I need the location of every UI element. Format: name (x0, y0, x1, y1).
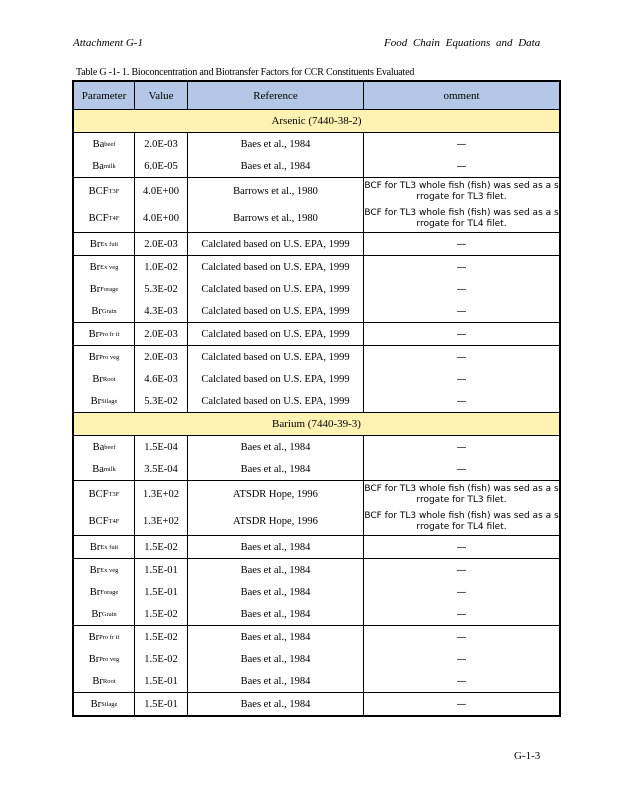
parameter-cell (74, 536, 135, 558)
row-group (74, 436, 559, 481)
value-cell: 1.5E-01 (135, 670, 188, 692)
comment-text: — (456, 541, 467, 553)
parameter-symbol: Ba (92, 463, 104, 475)
reference-cell: Baes et al., 1984 (188, 648, 364, 670)
parameter-subscript: Silage (101, 700, 118, 708)
comment-cell (364, 390, 559, 412)
comment-text: — (456, 160, 467, 172)
parameter-symbol: Br (91, 608, 102, 620)
parameter-subscript: Forage (100, 285, 119, 293)
table-row (74, 670, 559, 692)
value-cell: 1.5E-02 (135, 536, 188, 558)
value-cell: 2.0E-03 (135, 133, 188, 155)
comment-text: — (456, 586, 467, 598)
parameter-symbol: Br (92, 373, 103, 385)
parameter-subscript: beef (104, 443, 116, 451)
parameter-symbol: Br (88, 653, 100, 665)
comment-cell (364, 536, 559, 558)
comment-cell (364, 603, 559, 625)
comment-text: — (456, 698, 467, 710)
parameter-subscript: milk (103, 162, 116, 170)
parameter-symbol: Br (88, 631, 100, 643)
comment-text: — (456, 351, 467, 363)
comment-cell (364, 278, 559, 300)
factors-table (72, 80, 561, 717)
reference-cell: Calclated based on U.S. EPA, 1999 (188, 390, 364, 412)
comment-cell (364, 178, 559, 205)
value-cell: 1.0E-02 (135, 256, 188, 278)
reference-cell: Calclated based on U.S. EPA, 1999 (188, 346, 364, 368)
table-row (74, 481, 559, 508)
comment-text: BCF for TL3 whole fish (fish) was sed as a s rrogate for TL4 filet. (364, 510, 559, 532)
comment-text: — (456, 328, 467, 340)
comment-cell (364, 559, 559, 581)
table-caption: Table G -1- 1. Bioconcentration and Biotransfer Factors for CCR Constituents Evaluated (76, 67, 415, 78)
parameter-symbol: Br (91, 305, 102, 317)
parameter-subscript: T4F (108, 215, 120, 222)
comment-text: — (456, 653, 467, 665)
table-row (74, 559, 559, 581)
reference-cell: Calclated based on U.S. EPA, 1999 (188, 256, 364, 278)
comment-cell (364, 670, 559, 692)
parameter-cell (74, 346, 135, 368)
comment-text: — (456, 631, 467, 643)
value-cell: 4.0E+00 (135, 205, 188, 232)
page-number: G-1-3 (514, 750, 541, 762)
comment-cell (364, 508, 559, 535)
table-row (74, 603, 559, 625)
table-row (74, 458, 559, 480)
column-header-reference: Reference (188, 82, 364, 109)
parameter-subscript: Grain (101, 610, 117, 618)
comment-text: — (456, 441, 467, 453)
row-group (74, 256, 559, 323)
comment-text: — (456, 138, 467, 150)
reference-cell: Baes et al., 1984 (188, 559, 364, 581)
table-row (74, 436, 559, 458)
parameter-subscript: Pro veg (99, 353, 120, 361)
parameter-symbol: Ba (92, 441, 105, 453)
parameter-symbol: Br (92, 675, 103, 687)
parameter-subscript: Ex veg (100, 263, 119, 271)
parameter-subscript: Ex fuit (100, 240, 119, 248)
column-header-parameter: Parameter (74, 82, 135, 109)
comment-text: BCF for TL3 whole fish (fish) was sed as a s rrogate for TL3 filet. (364, 483, 559, 505)
value-cell: 6.0E-05 (135, 155, 188, 177)
table-row (74, 323, 559, 345)
comment-text: — (456, 675, 467, 687)
parameter-cell (74, 559, 135, 581)
value-cell: 5.3E-02 (135, 390, 188, 412)
table-header-row (74, 82, 559, 110)
parameter-symbol: Br (89, 283, 101, 295)
comment-text: — (456, 463, 467, 475)
parameter-cell (74, 300, 135, 322)
reference-cell: Baes et al., 1984 (188, 626, 364, 648)
parameter-subscript: T4F (108, 518, 120, 525)
parameter-cell (74, 603, 135, 625)
row-group (74, 323, 559, 346)
reference-cell: Baes et al., 1984 (188, 133, 364, 155)
comment-text: — (456, 238, 467, 250)
parameter-subscript: Root (102, 677, 116, 685)
parameter-cell (74, 278, 135, 300)
parameter-symbol: BCF (88, 213, 109, 224)
table-row (74, 205, 559, 232)
table-row (74, 346, 559, 368)
parameter-cell (74, 323, 135, 345)
comment-cell (364, 626, 559, 648)
comment-cell (364, 205, 559, 232)
comment-cell (364, 648, 559, 670)
row-group (74, 559, 559, 626)
value-cell: 3.5E-04 (135, 458, 188, 480)
reference-cell: Baes et al., 1984 (188, 436, 364, 458)
parameter-cell (74, 256, 135, 278)
reference-cell: Calclated based on U.S. EPA, 1999 (188, 323, 364, 345)
comment-cell (364, 155, 559, 177)
row-group (74, 133, 559, 178)
table-row (74, 155, 559, 177)
header-attachment: Attachment G-1 (73, 37, 143, 49)
reference-cell: Baes et al., 1984 (188, 536, 364, 558)
row-group (74, 178, 559, 233)
comment-cell (364, 346, 559, 368)
comment-cell (364, 256, 559, 278)
parameter-subscript: Pro fr it (99, 633, 120, 641)
parameter-subscript: milk (103, 465, 116, 473)
parameter-symbol: Br (88, 328, 100, 340)
comment-cell (364, 481, 559, 508)
column-header-comment: omment (443, 89, 480, 102)
value-cell: 4.0E+00 (135, 178, 188, 205)
comment-text: — (456, 283, 467, 295)
reference-cell: ATSDR Hope, 1996 (188, 481, 364, 508)
value-cell: 2.0E-03 (135, 233, 188, 255)
comment-cell (364, 693, 559, 715)
parameter-cell (74, 155, 135, 177)
table-row (74, 178, 559, 205)
reference-cell: Baes et al., 1984 (188, 458, 364, 480)
parameter-symbol: Br (89, 261, 101, 273)
parameter-cell (74, 368, 135, 390)
value-cell: 4.3E-03 (135, 300, 188, 322)
reference-cell: Baes et al., 1984 (188, 693, 364, 715)
reference-cell: Baes et al., 1984 (188, 603, 364, 625)
table-row (74, 648, 559, 670)
row-group (74, 233, 559, 256)
value-cell: 1.5E-02 (135, 603, 188, 625)
value-cell: 1.5E-02 (135, 626, 188, 648)
value-cell: 1.3E+02 (135, 508, 188, 535)
comment-text: — (456, 373, 467, 385)
parameter-symbol: Br (90, 698, 102, 710)
parameter-cell (74, 133, 135, 155)
row-group (74, 626, 559, 693)
parameter-subscript: T3F (108, 491, 120, 498)
reference-cell: Barrows et al., 1980 (188, 205, 364, 232)
parameter-symbol: Ba (92, 138, 105, 150)
parameter-subscript: beef (104, 140, 116, 148)
parameter-cell (74, 581, 135, 603)
comment-text: — (456, 261, 467, 273)
table-row (74, 626, 559, 648)
value-cell: 5.3E-02 (135, 278, 188, 300)
value-cell: 2.0E-03 (135, 323, 188, 345)
value-cell: 1.3E+02 (135, 481, 188, 508)
comment-text: — (456, 395, 467, 407)
value-cell: 1.5E-01 (135, 693, 188, 715)
reference-cell: Baes et al., 1984 (188, 155, 364, 177)
table-row (74, 256, 559, 278)
comment-text: — (456, 608, 467, 620)
table-row (74, 278, 559, 300)
comment-cell (364, 368, 559, 390)
parameter-symbol: Br (89, 586, 101, 598)
parameter-cell (74, 626, 135, 648)
section-header: Barium (7440-39-3) (74, 413, 559, 436)
table-row (74, 536, 559, 558)
parameter-subscript: Root (102, 375, 116, 383)
comment-cell (364, 436, 559, 458)
parameter-cell (74, 436, 135, 458)
comment-text: — (456, 564, 467, 576)
parameter-cell (74, 233, 135, 255)
comment-text: BCF for TL3 whole fish (fish) was sed as a s rrogate for TL4 filet. (364, 207, 559, 229)
table-row (74, 693, 559, 715)
parameter-symbol: BCF (88, 516, 109, 527)
comment-cell (364, 581, 559, 603)
parameter-subscript: Forage (100, 588, 119, 596)
parameter-symbol: Br (89, 541, 101, 553)
reference-cell: Calclated based on U.S. EPA, 1999 (188, 278, 364, 300)
parameter-symbol: Br (89, 564, 101, 576)
parameter-subscript: Ex veg (100, 566, 119, 574)
table-row (74, 390, 559, 412)
table-row (74, 368, 559, 390)
value-cell: 2.0E-03 (135, 346, 188, 368)
reference-cell: Barrows et al., 1980 (188, 178, 364, 205)
table-row (74, 300, 559, 322)
parameter-symbol: Br (89, 238, 101, 250)
reference-cell: Calclated based on U.S. EPA, 1999 (188, 300, 364, 322)
parameter-cell (74, 205, 135, 232)
row-group (74, 536, 559, 559)
value-cell: 1.5E-02 (135, 648, 188, 670)
table-row (74, 508, 559, 535)
comment-cell (364, 323, 559, 345)
parameter-subscript: Pro veg (99, 655, 120, 663)
parameter-symbol: Br (90, 395, 102, 407)
table-row (74, 581, 559, 603)
table-row (74, 233, 559, 255)
parameter-cell (74, 670, 135, 692)
parameter-symbol: BCF (88, 489, 109, 500)
comment-cell (364, 300, 559, 322)
comment-text: BCF for TL3 whole fish (fish) was sed as a s rrogate for TL3 filet. (364, 180, 559, 202)
parameter-cell (74, 458, 135, 480)
comment-text: — (456, 305, 467, 317)
reference-cell: Baes et al., 1984 (188, 581, 364, 603)
parameter-subscript: Pro fr it (99, 330, 120, 338)
row-group (74, 346, 559, 413)
parameter-cell (74, 648, 135, 670)
parameter-cell (74, 693, 135, 715)
parameter-cell (74, 481, 135, 508)
reference-cell: Calclated based on U.S. EPA, 1999 (188, 368, 364, 390)
parameter-symbol: Ba (92, 160, 104, 172)
parameter-subscript: Grain (101, 307, 117, 315)
section-header: Arsenic (7440-38-2) (74, 110, 559, 133)
value-cell: 4.6E-03 (135, 368, 188, 390)
parameter-cell (74, 178, 135, 205)
table-row (74, 133, 559, 155)
value-cell: 1.5E-01 (135, 581, 188, 603)
reference-cell: Calclated based on U.S. EPA, 1999 (188, 233, 364, 255)
parameter-symbol: BCF (88, 186, 109, 197)
reference-cell: Baes et al., 1984 (188, 670, 364, 692)
row-group (74, 481, 559, 536)
comment-cell (364, 233, 559, 255)
parameter-subscript: Silage (101, 397, 118, 405)
parameter-subscript: T3F (108, 188, 120, 195)
parameter-symbol: Br (88, 351, 100, 363)
parameter-subscript: Ex fuit (100, 543, 119, 551)
parameter-cell (74, 390, 135, 412)
column-header-value: Value (135, 82, 188, 109)
reference-cell: ATSDR Hope, 1996 (188, 508, 364, 535)
value-cell: 1.5E-04 (135, 436, 188, 458)
comment-cell (364, 458, 559, 480)
value-cell: 1.5E-01 (135, 559, 188, 581)
header-title: Food Chain Equations and Data (384, 37, 541, 49)
comment-cell (364, 133, 559, 155)
table-body (74, 110, 559, 715)
parameter-cell (74, 508, 135, 535)
row-group (74, 693, 559, 715)
